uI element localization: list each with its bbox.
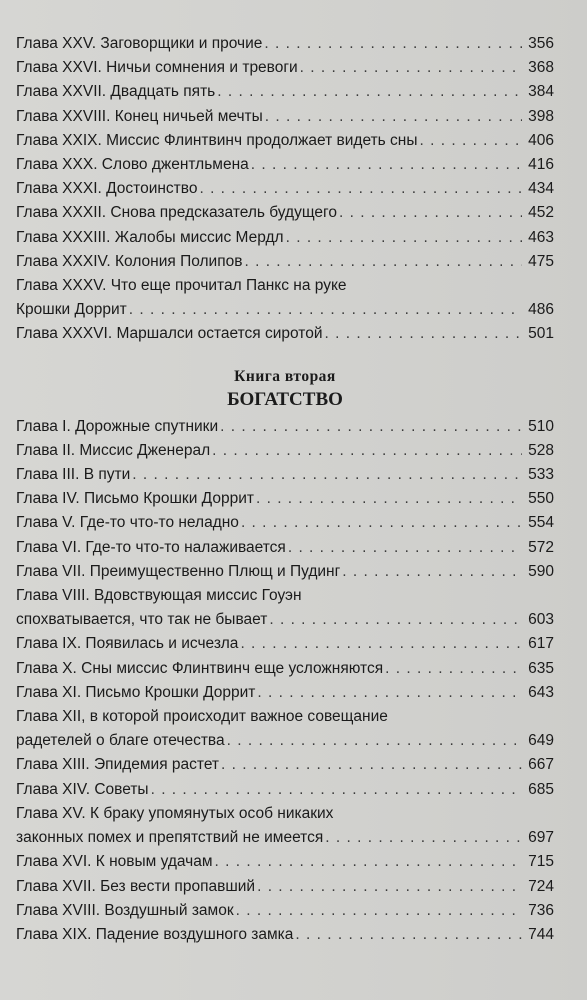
toc-entry — [16, 322, 554, 346]
toc-entry-row — [16, 322, 554, 346]
toc-entry-page-number: 486 — [528, 301, 554, 319]
toc-entry — [16, 657, 554, 681]
toc-entry-row — [16, 729, 554, 753]
dot-leader — [339, 201, 522, 225]
toc-entry-row — [16, 177, 554, 201]
toc-entry — [16, 56, 554, 80]
toc-entry-row — [16, 753, 554, 777]
toc-entry-row — [16, 56, 554, 80]
dot-leader — [265, 105, 522, 129]
toc-entry-page-number: 510 — [528, 417, 554, 435]
toc-entry-page-number: 475 — [528, 252, 554, 270]
toc-entry-page-number: 685 — [528, 780, 554, 798]
dot-leader — [269, 608, 522, 632]
dot-leader — [132, 463, 522, 487]
dot-leader — [300, 56, 522, 80]
toc-entry — [16, 850, 554, 874]
toc-entry-row — [16, 608, 554, 632]
dot-leader — [295, 923, 522, 947]
book-title: БОГАТСТВО — [227, 388, 343, 410]
toc-entry-title: спохватывается, что так не бывает — [16, 611, 268, 629]
book-label: Книга вторая — [234, 367, 336, 385]
toc-entry-row — [16, 439, 554, 463]
toc-entry-title: Глава V. Где-то что-то неладно — [16, 514, 239, 532]
toc-entry-page-number: 736 — [528, 901, 554, 919]
toc-entry — [16, 536, 554, 560]
toc-entry-page-number: 501 — [528, 325, 554, 343]
toc-entry-title: Глава XXX. Слово джентльмена — [16, 156, 249, 174]
toc-entry-title: Глава XXVII. Двадцать пять — [16, 83, 216, 101]
dot-leader — [286, 226, 522, 250]
toc-entry-page-number: 398 — [528, 107, 554, 125]
dot-leader — [241, 511, 522, 535]
dot-leader — [257, 875, 522, 899]
toc-entry — [16, 105, 554, 129]
dot-leader — [256, 487, 522, 511]
toc-entry-page-number: 715 — [528, 853, 554, 871]
toc-entry-row — [16, 923, 554, 947]
toc-entry — [16, 153, 554, 177]
dot-leader — [212, 439, 522, 463]
dot-leader — [151, 778, 522, 802]
dot-leader — [215, 850, 522, 874]
toc-entry-page-number: 356 — [528, 35, 554, 52]
toc-entry-page-number: 649 — [528, 732, 554, 750]
toc-entry — [16, 487, 554, 511]
toc-entry-title: Глава VI. Где-то что-то налаживается — [16, 538, 286, 556]
toc-entry-page-number: 590 — [528, 562, 554, 580]
toc-entry-title: Глава XVI. К новым удачам — [16, 853, 213, 871]
toc-entry-title: Глава XIX. Падение воздушного замка — [16, 925, 294, 943]
toc-entry-page-number: 554 — [528, 514, 554, 532]
toc-entry-row — [16, 778, 554, 802]
toc-entry-title: Глава IX. Появилась и исчезла — [16, 635, 239, 653]
toc-entry — [16, 463, 554, 487]
toc-entry-page-number: 635 — [528, 659, 554, 677]
toc-entry-page-number: 384 — [528, 83, 554, 101]
dot-leader — [251, 153, 522, 177]
toc-entry-title-line: Глава VIII. Вдовствующая миссис Гоуэн — [16, 587, 302, 605]
toc-entry — [16, 226, 554, 250]
toc-entry — [16, 778, 554, 802]
dot-leader — [420, 129, 523, 153]
toc-entry-row — [16, 250, 554, 274]
toc-entry-title: Глава I. Дорожные спутники — [16, 417, 219, 435]
toc-entry-title: Глава XXXII. Снова предсказатель будущего — [16, 204, 337, 222]
toc-entry — [16, 274, 554, 322]
toc-entry-page-number: 452 — [528, 204, 554, 222]
toc-entry-title: Глава XVII. Без вести пропавший — [16, 877, 256, 895]
toc-part-one — [16, 32, 554, 347]
toc-entry-title: Глава IV. Письмо Крошки Доррит — [16, 490, 254, 508]
dot-leader — [129, 298, 522, 322]
toc-entry-page-number: 603 — [528, 611, 554, 629]
toc-entry-page-number: 697 — [528, 829, 554, 847]
toc-entry — [16, 923, 554, 947]
toc-entry-title: Глава XVIII. Воздушный замок — [16, 901, 234, 919]
toc-entry-page-number: 463 — [528, 228, 554, 246]
dot-leader — [385, 657, 522, 681]
toc-entry-title: Глава XXXIII. Жалобы миссис Мердл — [16, 228, 284, 246]
toc-entry — [16, 415, 554, 439]
toc-entry — [16, 32, 554, 56]
dot-leader — [264, 32, 522, 56]
toc-entry — [16, 753, 554, 777]
toc-entry-title: Глава XXVIII. Конец ничьей мечты — [16, 107, 263, 125]
toc-entry — [16, 632, 554, 656]
toc-entry-page-number: 533 — [528, 466, 554, 484]
toc-entry-row — [16, 560, 554, 584]
toc-entry-title: Глава XXIX. Миссис Флинтвинч продолжает видеть сны — [16, 131, 418, 149]
toc-part-two — [16, 415, 554, 947]
table-of-contents — [16, 32, 554, 947]
dot-leader — [244, 250, 522, 274]
toc-entry-title: Глава XXXI. Достоинство — [16, 180, 198, 198]
toc-entry-title: Глава XXXVI. Маршалси остается сиротой — [16, 325, 323, 343]
toc-entry-title: Глава XXXIV. Колония Полипов — [16, 252, 243, 270]
toc-entry-page-number: 434 — [528, 180, 554, 198]
dot-leader — [240, 632, 522, 656]
toc-entry-page-number: 368 — [528, 59, 554, 77]
toc-entry-title: Глава XIV. Советы — [16, 780, 149, 798]
toc-entry-row — [16, 850, 554, 874]
toc-entry-title: законных помех и препятствий не имеется — [16, 829, 324, 847]
toc-entry-row — [16, 536, 554, 560]
toc-entry-title: радетелей о благе отечества — [16, 732, 225, 750]
toc-entry-title-line: Глава XII, в которой происходит важное совещание — [16, 708, 388, 726]
toc-entry-page-number: 724 — [528, 877, 554, 895]
toc-entry — [16, 705, 554, 753]
dot-leader — [236, 899, 522, 923]
toc-entry-row — [16, 32, 554, 56]
dot-leader — [217, 80, 522, 104]
toc-entry-row — [16, 657, 554, 681]
dot-leader — [227, 729, 522, 753]
dot-leader — [257, 681, 522, 705]
dot-leader — [325, 826, 522, 850]
toc-entry — [16, 560, 554, 584]
toc-entry-title: Глава III. В пути — [16, 466, 131, 484]
toc-entry — [16, 129, 554, 153]
toc-entry-page-number: 744 — [528, 925, 554, 943]
toc-entry — [16, 875, 554, 899]
dot-leader — [325, 322, 523, 346]
toc-entry — [16, 802, 554, 850]
toc-entry-page-number: 416 — [528, 156, 554, 174]
toc-entry-page-number: 406 — [528, 131, 554, 149]
toc-entry-title: Глава XIII. Эпидемия растет — [16, 756, 220, 774]
toc-entry-row — [16, 632, 554, 656]
toc-entry-page-number: 528 — [528, 441, 554, 459]
toc-entry-title: Глава X. Сны миссис Флинтвинч еще усложняются — [16, 659, 384, 677]
dot-leader — [199, 177, 522, 201]
toc-entry-title: Глава XXV. Заговорщики и прочие — [16, 35, 263, 52]
toc-entry-row — [16, 80, 554, 104]
dot-leader — [220, 415, 522, 439]
toc-entry-row — [16, 105, 554, 129]
toc-entry-row — [16, 826, 554, 850]
toc-entry-page-number: 643 — [528, 683, 554, 701]
toc-entry-row — [16, 511, 554, 535]
toc-entry-row — [16, 681, 554, 705]
toc-entry-page-number: 617 — [528, 635, 554, 653]
toc-entry-title: Глава II. Миссис Дженерал — [16, 441, 211, 459]
toc-entry — [16, 681, 554, 705]
dot-leader — [342, 560, 522, 584]
toc-entry-title: Глава XI. Письмо Крошки Доррит — [16, 683, 256, 701]
toc-entry-title: Крошки Доррит — [16, 301, 127, 319]
toc-entry-row — [16, 487, 554, 511]
toc-entry — [16, 511, 554, 535]
toc-entry-page-number: 550 — [528, 490, 554, 508]
toc-entry — [16, 250, 554, 274]
dot-leader — [288, 536, 522, 560]
toc-entry — [16, 177, 554, 201]
toc-entry — [16, 584, 554, 632]
toc-entry-page-number: 667 — [528, 756, 554, 774]
toc-entry-row — [16, 463, 554, 487]
toc-entry — [16, 80, 554, 104]
dot-leader — [221, 753, 522, 777]
toc-entry-row — [16, 129, 554, 153]
toc-entry — [16, 439, 554, 463]
toc-entry-title-line: Глава XXXV. Что еще прочитал Панкс на руке — [16, 277, 347, 295]
toc-entry-row — [16, 153, 554, 177]
toc-entry-title: Глава VII. Преимущественно Плющ и Пудинг — [16, 562, 341, 580]
toc-entry-page-number: 572 — [528, 538, 554, 556]
toc-entry-row — [16, 226, 554, 250]
toc-entry — [16, 201, 554, 225]
toc-entry-title: Глава XXVI. Ничьи сомнения и тревоги — [16, 59, 298, 77]
toc-entry-row — [16, 415, 554, 439]
toc-entry-row — [16, 201, 554, 225]
toc-entry — [16, 899, 554, 923]
toc-entry-row — [16, 298, 554, 322]
toc-entry-row — [16, 875, 554, 899]
book-heading — [16, 367, 554, 413]
toc-entry-row — [16, 899, 554, 923]
toc-entry-title-line: Глава XV. К браку упомянутых особ никаких — [16, 804, 334, 822]
